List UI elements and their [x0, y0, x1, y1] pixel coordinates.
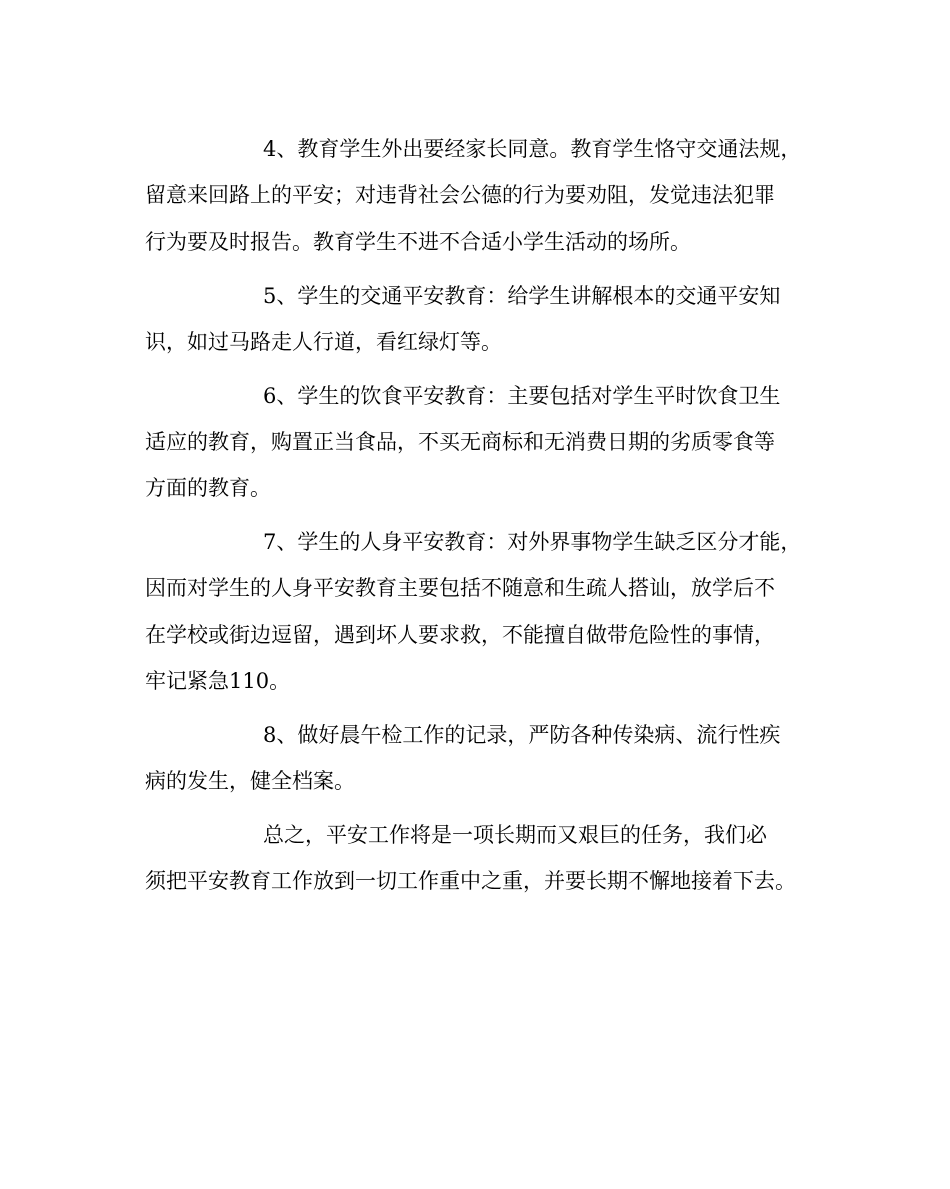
paragraph-1-line-1: 4、教育学生外出要经家长同意。教育学生恪守交通法规，: [263, 137, 802, 161]
paragraph-6-line-2: 须把平安教育工作放到一切工作重中之重，并要长期不懈地接着下去。: [145, 869, 796, 893]
paragraph-4-line-2: 因而对学生的人身平安教育主要包括不随意和生疏人搭讪，放学后不: [145, 576, 775, 600]
paragraph-2-line-2: 识，如过马路走人行道，看红绿灯等。: [145, 330, 502, 354]
paragraph-1-line-3: 行为要及时报告。教育学生不进不合适小学生活动的场所。: [145, 230, 691, 254]
paragraph-1-line-2: 留意来回路上的平安；对违背社会公德的行为要劝阻，发觉违法犯罪: [145, 183, 775, 207]
paragraph-3-line-2: 适应的教育，购置正当食品，不买无商标和无消费日期的劣质零食等: [145, 430, 775, 454]
paragraph-2-line-1: 5、学生的交通平安教育：给学生讲解根本的交通平安知: [263, 284, 781, 308]
paragraph-4-line-3: 在学校或街边逗留，遇到坏人要求救，不能擅自做带危险性的事情，: [145, 623, 775, 647]
paragraph-4-line-1: 7、学生的人身平安教育：对外界事物学生缺乏区分才能，: [263, 530, 802, 554]
paragraph-5-line-2: 病的发生，健全档案。: [145, 769, 355, 793]
paragraph-3-line-1: 6、学生的饮食平安教育：主要包括对学生平时饮食卫生: [263, 384, 781, 408]
paragraph-6-line-1: 总之，平安工作将是一项长期而又艰巨的任务，我们必: [263, 823, 767, 847]
paragraph-3-line-3: 方面的教育。: [145, 476, 271, 500]
paragraph-5-line-1: 8、做好晨午检工作的记录，严防各种传染病、流行性疾: [263, 723, 781, 747]
paragraph-4-line-4: 牢记紧急110。: [145, 669, 291, 693]
